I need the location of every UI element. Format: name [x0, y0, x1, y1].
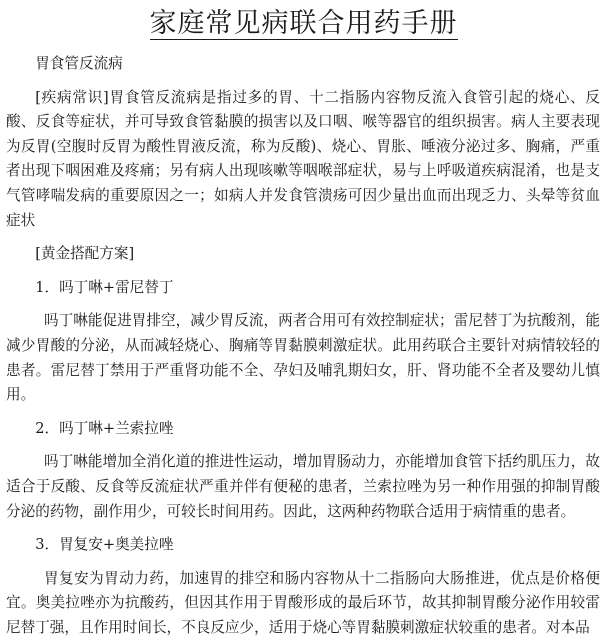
- plan-heading-3: 3．胃复安+奥美拉唑: [35, 536, 174, 554]
- spacer: [6, 77, 600, 86]
- spacer: [6, 524, 600, 533]
- spacer: [6, 558, 600, 567]
- document-body: [6, 52, 600, 640]
- plans-heading: [黄金搭配方案]: [35, 245, 135, 263]
- plan-paragraph-1: 吗丁啉能促进胃排空，减少胃反流，两者合用可有效控制症状；雷尼替丁为抗酸剂，能减少胃酸的分泌，从而减轻烧心、胸痛等胃黏膜刺激症状。此用药联合主要针对病情较轻的患者。雷尼替丁禁用于严重肾功能不全、孕妇及哺乳期妇女，肝、肾功能不全者及婴幼儿慎用。: [6, 312, 600, 404]
- plan-paragraph-2: 吗丁啉能增加全消化道的推进性运动，增加胃肠动力，亦能增加食管下括约肌压力，故适合于反酸、反食等反流症状严重并伴有便秘的患者，兰索拉唑为另一种作用强的抑制胃酸分泌的药物，副作用少，可较长时间用药。因此，这两种药物联合适用于病情重的患者。: [6, 453, 600, 520]
- document-title-text: 家庭常见病联合用药手册: [149, 8, 458, 39]
- plan-paragraph-3: 胃复安为胃动力药，加速胃的排空和肠内容物从十二指肠向大肠推进，优点是价格便宜。奥美拉唑亦为抗酸药，但因其作用于胃酸形成的最后环节，故其抑制胃酸分泌作用较雷尼替丁强，且作用时间长，不良反应少，适用于烧心等胃黏膜刺激症状较重的患者。对本品: [6, 569, 600, 636]
- spacer: [6, 300, 600, 309]
- plan-heading-1: 1．吗丁啉+雷尼替丁: [35, 278, 174, 296]
- spacer: [6, 267, 600, 276]
- section-heading: 胃食管反流病: [35, 55, 123, 72]
- document-title: [0, 6, 607, 42]
- spacer: [6, 408, 600, 417]
- spacer: [6, 441, 600, 450]
- spacer: [6, 233, 600, 242]
- plan-heading-2: 2．吗丁啉+兰索拉唑: [35, 419, 174, 437]
- knowledge-paragraph: [疾病常识]胃食管反流病是指过多的胃、十二指肠内容物反流入食管引起的烧心、反酸、反食等症状，并可导致食管黏膜的损害以及口咽、喉等器官的组织损害。病人主要表现为反胃(空腹时反胃为酸性胃液反流，称为反酸)、烧心、胃胀、唾液分泌过多、胸痛，严重者出现下咽困难及疼痛；另有病人出现咳嗽等咽喉部症状，易与上呼吸道疾病混淆，也是支气管哮喘发病的重要原因之一；如病人并发食管溃疡可因少量出血而出现乏力、头晕等贫血症状: [6, 88, 601, 229]
